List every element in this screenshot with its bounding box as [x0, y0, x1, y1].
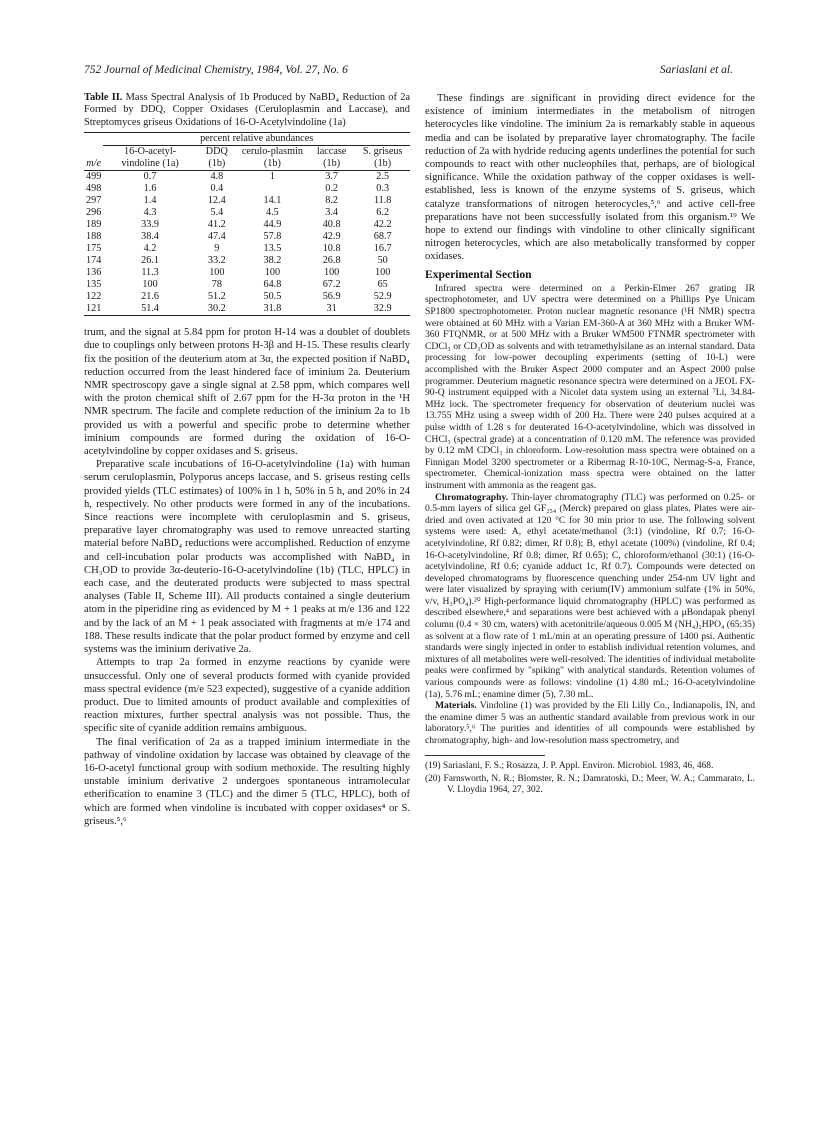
table-caption-text: Mass Spectral Analysis of 1b Produced by NaBD₄ Reduction of 2a Formed by DDQ, Copper Oxidases (Ceruloplasmin and Laccase), and Streptomyces griseus Oxidations of 16-O-Acetylvindoline (1a)	[84, 92, 410, 128]
table-row	[84, 231, 410, 243]
mz-cell: 296	[86, 207, 102, 219]
table-row	[84, 195, 410, 207]
left-column	[84, 92, 410, 828]
table-caption	[84, 92, 410, 129]
abundance-cell: 5.4	[210, 207, 224, 219]
paragraph	[425, 492, 755, 701]
abundance-cell: 6.2	[376, 207, 390, 219]
abundance-cell: 16.7	[373, 243, 392, 255]
paragraph: These findings are significant in providing direct evidence for the existence of iminium intermediates in the metabolism of nitrogen heterocycles like vindoline. The iminium 2a is remarkably stable in aqueous media and can be isolated by preparative layer chromatography. The facile reduction of 2a with hydride reducing agents underlines the potential for such compounds to react with other nucleophiles that, perhaps, are of biological significance. While the oxidation pathway of the copper oxidases is well-established, less is known of the enzyme systems of S. griseus, which catalyze transformations of nitrogen heterocycles,⁵,⁶ and active cell-free preparations have not been successfully isolated from this organism.¹⁹ We hope to extend our findings with vindoline to other clinically significant nitrogen heterocycles, which are also metabolically transformed by copper oxidases.	[425, 93, 755, 263]
table-row	[84, 303, 410, 316]
abundance-cell	[237, 183, 308, 195]
abundance-cell: 11.3	[141, 267, 159, 279]
abundance-cell: 4.8	[210, 171, 224, 183]
table-row	[84, 171, 410, 184]
abundance-cell: 100	[264, 267, 281, 279]
mz-cell: 297	[86, 195, 102, 207]
paragraph-body: Thin-layer chromatography (TLC) was performed on 0.25- or 0.5-mm layers of silica gel GF₂₅₄ (Merck) prepared on glass plates. Plates were air-dried and oven activated at 120 °C for 30 min prior to use. The following solvent systems were used: A, ethyl acetate/methanol (3:1) (vindoline, Rf 0.7; 16-O-acetylvindoline, Rf 0.82; dimer, Rf 0.8); B, ethyl acetate (100%) (vindoline, Rf 0.4; 16-O-acetylvindoline, Rf 0.8; dimer, Rf 0.65); C, chloroform/ethanol (30:1) (16-O-acetylvindoline, Rf 0.6; cyanide adduct 1c, Rf 0.7). Compounds were detected on developed chromatograms by fluorescence quenching under 254-nm UV light and were later visualized by spraying with cerium(IV) ammonium sulfate (1% in 50%, v/v, H₃PO₄).²⁰ High-performance liquid chromatography (HPLC) was performed as described elsewhere,⁴ and separations were best achieved with a μBondapak phenyl column (0.4 × 30 cm, waters) with acetonitrile/aqueous 0.005 M (NH₄)₂HPO₄ (65:35) as solvent at a flow rate of 1 mL/min at an operating pressure of 1400 psi. Authentic standards were singly injected in order to establish individual retention volumes, and mixtures of all metabolites were well-resolved. The identities of individual metabolite peaks were confirmed by "spiking" with analytical standards. Retention volumes of various compounds were as follows: vindoline (1) 4.80 mL; 16-O-acetylvindoline (1a), 5.76 mL; enamine dimer (5), 7.30 mL.	[425, 491, 755, 700]
runin-heading: Materials.	[435, 700, 477, 712]
abundance-cell: 30.2	[207, 303, 226, 315]
table-row	[84, 267, 410, 279]
mz-cell: 498	[86, 183, 102, 195]
mz-cell: 175	[86, 243, 102, 255]
table-row	[84, 291, 410, 303]
abundance-cell: 42.2	[373, 219, 392, 231]
abundance-cell: 8.2	[325, 195, 338, 207]
abundance-cell: 50	[377, 255, 388, 267]
abundance-cell: 40.8	[322, 219, 341, 231]
abundance-cell: 11.8	[373, 195, 392, 207]
abundance-cell: 1	[269, 171, 275, 183]
paragraph: Attempts to trap 2a formed in enzyme reactions by cyanide were unsuccessful. Only one of several products formed with cyanide provided mass spectral evidence (m/e 523 expected), suggestive of a cyanide addition product. Due to limited amounts of product available and complexities of reaction mixtures, further spectral analysis was not possible. Thus, the specific site of cyanide addition remains ambiguous.	[84, 657, 410, 735]
paragraph: trum, and the signal at 5.84 ppm for proton H-14 was a doublet of doublets due to couplings only between protons H-3β and H-15. These results clearly fix the position of the deuterium atom at 3α, the expected position if NaBD₄ reduction occurred from the least hindered face of iminium 2a. Deuterium NMR spectroscopy gave a single signal at 2.58 ppm, which compares well with the proton chemical shift of 2.67 ppm for the H-3α proton in the ¹H NMR spectrum. The facile and complete reduction of the iminium 2a to 1b provided us with a powerful and specific probe to determine whether iminium compounds are formed during the oxidation of 16-O-acetylvindoline by copper oxidases and S. griseus.	[84, 327, 410, 458]
abundance-cell: 2.5	[376, 171, 390, 183]
paragraph	[425, 700, 755, 746]
section-heading: Experimental Section	[425, 267, 532, 281]
column-header: laccase (1b)	[316, 146, 347, 170]
mz-cell: 135	[86, 279, 102, 291]
abundance-cell: 41.2	[207, 219, 226, 231]
abundance-cell: 3.4	[325, 207, 338, 219]
column-header: 16-O-acetyl-vindoline (1a)	[121, 146, 179, 170]
abundance-cell: 78	[211, 279, 222, 291]
abundance-cell: 13.5	[263, 243, 282, 255]
abundance-cell: 68.7	[373, 231, 392, 243]
mz-cell: 174	[86, 255, 102, 267]
paragraph: Preparative scale incubations of 16-O-acetylvindoline (1a) with human serum ceruloplasmin, Polyporus anceps laccase, and S. griseus resting cells provided yields (TLC estimates) of 100% in 1 h, 50% in 5 h, and 20% in 24 h, respectively. No other products were formed in any of the incubations. Since reactions were incomplete with ceruloplasmin and S. griseus, preparative layer chromatography was used to remove unreacted starting material before NaBD₄ reductions were accomplished. Reduction of enzyme and cell-incubation polar products was accomplished with NaBD₄ in CH₃OD to provide 3α-deuterio-16-O-acetylvindoline (1b) (TLC, HPLC) in each case, and the deuterated products were subjected to mass spectral analyses (Table II, Scheme III). All products contained a single deuterium atom in the piperidine ring as evidenced by M + 1 peaks at m/e 136 and 122 and by the lack of an M + 1 peak associated with fragments at m/e 174 and 188. These results indicate that the polar product formed by enzyme and cell systems was the iminium derivative 2a.	[84, 459, 410, 656]
running-header	[84, 64, 733, 80]
abundance-cell: 33.9	[141, 219, 159, 231]
abundance-cell: 100	[375, 267, 391, 279]
abundance-cell: 4.2	[143, 243, 157, 255]
abundance-cell: 100	[209, 267, 225, 279]
left-body-text	[84, 326, 410, 828]
column-header: DDQ (1b)	[205, 146, 228, 170]
reference-rule	[425, 755, 545, 759]
right-column	[425, 92, 755, 799]
reference-item: (19) Sariaslani, F. S.; Rosazza, J. P. Appl. Environ. Microbiol. 1983, 46, 468.	[425, 760, 714, 771]
abundance-cell: 47.4	[207, 231, 226, 243]
mass-spectral-table	[84, 132, 410, 316]
table-row	[84, 183, 410, 195]
abundance-cell: 100	[323, 267, 340, 279]
abundance-cell: 38.4	[141, 231, 159, 243]
abundance-cell: 21.6	[141, 291, 159, 303]
abundance-cell: 31.8	[263, 303, 282, 315]
abundance-cell: 26.8	[322, 255, 341, 267]
abundance-cell: 14.1	[263, 195, 282, 207]
abundance-cell: 51.4	[141, 303, 159, 315]
abundance-cell: 50.5	[263, 291, 282, 303]
abundance-cell: 3.7	[325, 171, 338, 183]
abundance-cell: 0.4	[210, 183, 224, 195]
paragraph: The final verification of 2a as a trapped iminium intermediate in the pathway of vindoline oxidation by laccase was obtained by cleavage of the 16-O-acetyl functional group with sodium methoxide. The resulting highly unstable iminium derivative 2 undergoes spontaneous intramolecular etherification to enamine 3 (TLC) and the dimer 5 (TLC, HPLC), both of which are formed when vindoline is incubated with copper oxidases⁴ or S. griseus.⁵,⁶	[84, 736, 410, 827]
abundance-cell: 38.2	[263, 255, 282, 267]
mz-cell: 189	[86, 219, 102, 231]
mz-cell: 188	[86, 231, 102, 243]
mz-cell: 121	[86, 303, 102, 315]
experimental-text	[425, 283, 755, 747]
journal-citation: 752 Journal of Medicinal Chemistry, 1984, Vol. 27, No. 6	[84, 64, 348, 76]
abundance-cell: 0.2	[325, 183, 338, 195]
mz-cell: 122	[86, 291, 102, 303]
column-header: S. griseus (1b)	[362, 146, 403, 170]
abundance-cell: 52.9	[373, 291, 392, 303]
abundance-cell: 12.4	[207, 195, 226, 207]
table-row	[84, 279, 410, 291]
table-row	[84, 207, 410, 219]
mz-cell: 136	[86, 267, 102, 279]
column-header: m/e	[86, 158, 101, 170]
abundance-cell: 33.2	[207, 255, 226, 267]
abundance-cell: 64.8	[263, 279, 282, 291]
references	[425, 761, 755, 797]
table-row	[84, 219, 410, 231]
column-header: cerulo-plasmin (1b)	[241, 146, 303, 170]
paragraph-body: Vindoline (1) was provided by the Eli Lilly Co., Indianapolis, IN, and the enamine dimer 5 was an authentic standard available from previous work in our laboratory.⁵,⁶ The purities and identities of all compounds were established by chromatography, high- and low-resolution mass spectrometry, and	[425, 700, 755, 746]
abundance-cell: 1.6	[143, 183, 157, 195]
mz-cell: 499	[86, 171, 102, 183]
reference-item: (20) Farnsworth, N. R.; Blomster, R. N.; Damratoski, D.; Meer, W. A.; Cammarato, L. V. Lloydia 1964, 27, 302.	[425, 774, 755, 796]
abundance-cell: 51.2	[207, 291, 226, 303]
abundance-cell: 1.4	[143, 195, 157, 207]
abundance-cell: 42.9	[322, 231, 341, 243]
abundance-cell: 57.8	[263, 231, 282, 243]
abundance-cell: 56.9	[322, 291, 341, 303]
abundance-cell: 32.9	[373, 303, 392, 315]
abundance-cell: 65	[377, 279, 388, 291]
abundance-cell: 9	[214, 243, 220, 255]
paragraph: Infrared spectra were determined on a Perkin-Elmer 267 grating IR spectrophotometer, and UV spectra were determined on a Phillips Pye Unicam SP1800 spectrophotometer. Proton nuclear magnetic resonance (¹H NMR) spectra were obtained at 60 MHz with a Varian EM-360-A at 360 MHz with a Bruker WM-360 FTQNMR, or at 500 MHz with a Bruker WM500 FTNMR spectrometer with CDCl₃ or CD₃OD as solvents and with tetramethylsilane as an internal standard. Data processing for low-power decoupling experiments (setting of 10-L) were accomplished with the Bruker Aspect 2000 computer and an Aspect 2000 pulse programmer. Deuterium magnetic resonance spectra were determined on a JEOL FX-90-Q instrument equipped with a Nicolet data system using an external ⁷Li, 34.84-MHz lock. The spectrometer frequency for observation of deuterium nuclei was 13.755 MHz using a sweep width of 200 Hz. There were 240 pulses acquired at a pulse width of 1.28 s for deuterated 16-O-acetylvindoline, which was dissolved in CHCl₃ (spectral grade) at a concentration of 0.120 mM. The reference was provided by 0.12 mM CDCl₃ in chloroform. Low-resolution mass spectra were obtained on a Finnigan Model 3200 spectrometer or a Ribermag R-10-10C, Nermag-S-a, France, spectrometer. Chemical-ionization mass spectra were obtained on the latter instrument with ammonia as the reagent gas.	[425, 282, 755, 491]
table-row	[84, 243, 410, 255]
abundance-cell: 0.3	[376, 183, 390, 195]
abundance-cell: 44.9	[263, 219, 282, 231]
abundance-cell: 4.5	[266, 207, 279, 219]
table-label: Table II.	[84, 92, 123, 103]
abundance-cell: 100	[142, 279, 158, 291]
abundance-cell: 4.3	[143, 207, 157, 219]
abundance-cell: 26.1	[141, 255, 159, 267]
abundance-cell: 0.7	[143, 171, 157, 183]
authors-running-head: Sariaslani et al.	[659, 64, 733, 76]
runin-heading: Chromatography.	[435, 491, 509, 503]
group-header: percent relative abundances	[103, 133, 410, 146]
abundance-cell: 67.2	[322, 279, 341, 291]
abundance-cell: 31	[326, 303, 337, 315]
abundance-cell: 10.8	[322, 243, 341, 255]
table-row	[84, 255, 410, 267]
